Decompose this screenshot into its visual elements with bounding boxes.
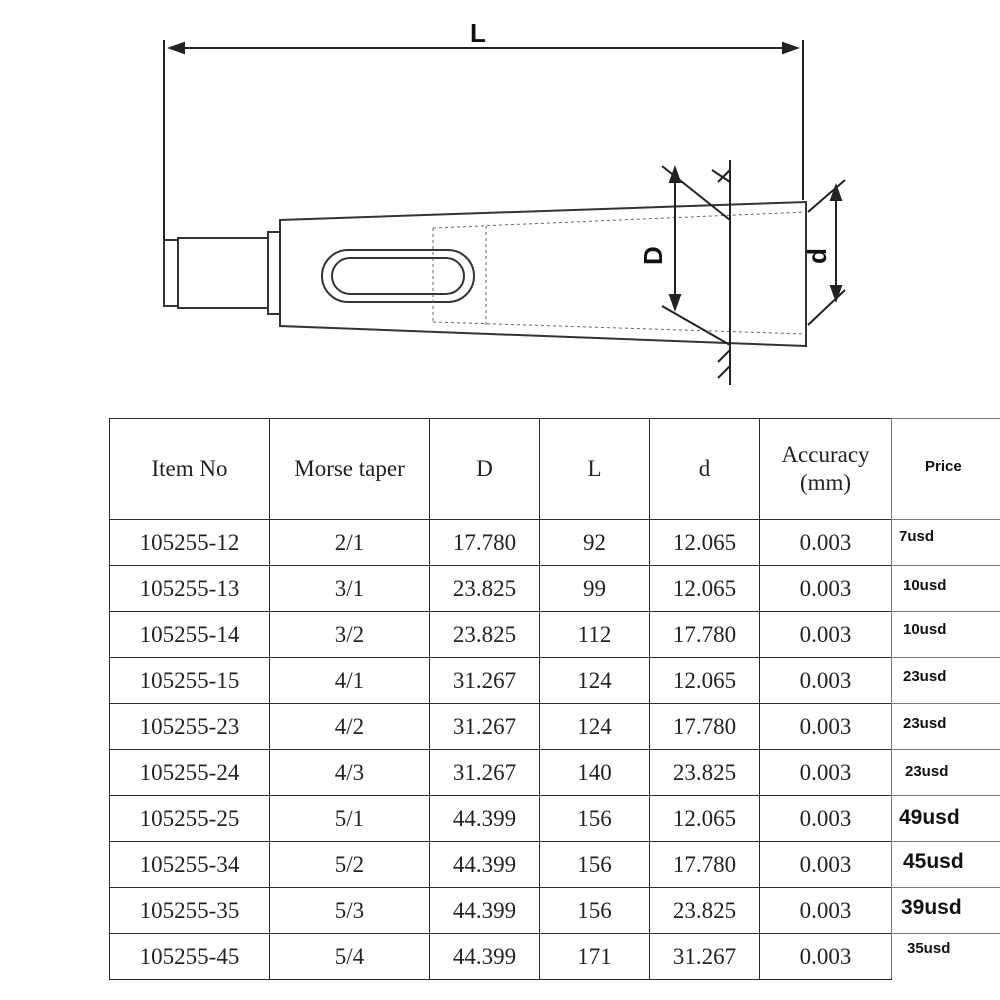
cell-item-no: 105255-14 <box>110 612 270 658</box>
cell-item-no: 105255-45 <box>110 934 270 980</box>
inner-diameter-label: d <box>802 248 832 264</box>
table-row <box>110 934 892 980</box>
cell-length: 124 <box>540 704 650 750</box>
price-divider <box>891 749 1000 750</box>
cell-d-inner: 12.065 <box>650 796 760 842</box>
cell-length: 112 <box>540 612 650 658</box>
price-value: 23usd <box>903 715 947 732</box>
price-divider <box>891 887 1000 888</box>
cell-accuracy: 0.003 <box>760 704 892 750</box>
cell-item-no: 105255-35 <box>110 888 270 934</box>
price-column <box>891 418 1000 978</box>
outer-diameter-label: D <box>638 246 668 265</box>
spec-table <box>109 418 892 980</box>
header-d-outer: D <box>430 419 540 520</box>
cell-accuracy: 0.003 <box>760 612 892 658</box>
price-value: 39usd <box>901 896 962 919</box>
cell-d-inner: 17.780 <box>650 704 760 750</box>
price-divider <box>891 657 1000 658</box>
cell-morse-taper: 4/3 <box>270 750 430 796</box>
cell-morse-taper: 3/2 <box>270 612 430 658</box>
cell-item-no: 105255-24 <box>110 750 270 796</box>
cell-item-no: 105255-25 <box>110 796 270 842</box>
price-value: 10usd <box>903 577 947 594</box>
cell-morse-taper: 3/1 <box>270 566 430 612</box>
price-value: 45usd <box>903 850 964 873</box>
table-header-row <box>110 419 892 520</box>
cell-d-outer: 31.267 <box>430 704 540 750</box>
cell-length: 171 <box>540 934 650 980</box>
cell-d-inner: 23.825 <box>650 750 760 796</box>
cell-accuracy: 0.003 <box>760 842 892 888</box>
cell-accuracy: 0.003 <box>760 750 892 796</box>
cell-length: 156 <box>540 888 650 934</box>
header-morse-taper: Morse taper <box>270 419 430 520</box>
price-divider <box>891 418 892 978</box>
cell-item-no: 105255-34 <box>110 842 270 888</box>
cell-d-outer: 31.267 <box>430 750 540 796</box>
cell-d-inner: 12.065 <box>650 566 760 612</box>
length-label: L <box>470 18 486 48</box>
header-accuracy <box>760 419 892 520</box>
cell-d-inner: 23.825 <box>650 888 760 934</box>
cell-item-no: 105255-23 <box>110 704 270 750</box>
table-row <box>110 842 892 888</box>
cell-d-outer: 17.780 <box>430 520 540 566</box>
price-divider <box>891 611 1000 612</box>
sleeve-shank <box>164 232 280 314</box>
cell-d-inner: 17.780 <box>650 612 760 658</box>
cell-d-outer: 44.399 <box>430 934 540 980</box>
header-d-inner: d <box>650 419 760 520</box>
cell-morse-taper: 5/3 <box>270 888 430 934</box>
cell-length: 156 <box>540 842 650 888</box>
sleeve-technical-drawing <box>0 0 1000 410</box>
cell-accuracy: 0.003 <box>760 566 892 612</box>
header-accuracy-unit: (mm) <box>799 470 852 495</box>
price-divider <box>891 519 1000 520</box>
cell-accuracy: 0.003 <box>760 934 892 980</box>
price-value: 49usd <box>899 806 960 829</box>
header-length: L <box>540 419 650 520</box>
cell-accuracy: 0.003 <box>760 520 892 566</box>
cell-length: 99 <box>540 566 650 612</box>
cell-d-outer: 31.267 <box>430 658 540 704</box>
cell-length: 92 <box>540 520 650 566</box>
price-divider <box>891 565 1000 566</box>
cell-morse-taper: 2/1 <box>270 520 430 566</box>
price-value: 7usd <box>899 528 935 545</box>
cell-item-no: 105255-15 <box>110 658 270 704</box>
price-divider <box>891 841 1000 842</box>
cell-d-outer: 23.825 <box>430 612 540 658</box>
cell-d-outer: 44.399 <box>430 842 540 888</box>
cell-length: 140 <box>540 750 650 796</box>
cell-accuracy: 0.003 <box>760 796 892 842</box>
price-divider <box>891 795 1000 796</box>
table-row <box>110 750 892 796</box>
cell-item-no: 105255-12 <box>110 520 270 566</box>
table-row <box>110 704 892 750</box>
cell-morse-taper: 5/2 <box>270 842 430 888</box>
header-item-no: Item No <box>110 419 270 520</box>
cell-d-inner: 17.780 <box>650 842 760 888</box>
cell-length: 124 <box>540 658 650 704</box>
cell-d-inner: 31.267 <box>650 934 760 980</box>
price-divider <box>891 933 1000 934</box>
header-accuracy-label: Accuracy <box>781 442 870 468</box>
table-row <box>110 658 892 704</box>
price-value: 10usd <box>903 621 947 638</box>
table-row <box>110 612 892 658</box>
price-value: 23usd <box>903 668 947 685</box>
cell-morse-taper: 5/1 <box>270 796 430 842</box>
cell-d-inner: 12.065 <box>650 658 760 704</box>
cell-morse-taper: 4/2 <box>270 704 430 750</box>
cell-d-outer: 44.399 <box>430 888 540 934</box>
table-row <box>110 888 892 934</box>
table-row <box>110 520 892 566</box>
cell-morse-taper: 5/4 <box>270 934 430 980</box>
cell-d-outer: 44.399 <box>430 796 540 842</box>
cell-d-inner: 12.065 <box>650 520 760 566</box>
price-divider <box>891 703 1000 704</box>
cell-morse-taper: 4/1 <box>270 658 430 704</box>
cell-accuracy: 0.003 <box>760 658 892 704</box>
cell-length: 156 <box>540 796 650 842</box>
cell-d-outer: 23.825 <box>430 566 540 612</box>
cell-item-no: 105255-13 <box>110 566 270 612</box>
cell-accuracy: 0.003 <box>760 888 892 934</box>
price-value: 23usd <box>905 763 949 780</box>
price-divider <box>891 418 1000 419</box>
table-row <box>110 796 892 842</box>
table-row <box>110 566 892 612</box>
price-value: 35usd <box>907 940 951 957</box>
price-header: Price <box>925 458 962 475</box>
